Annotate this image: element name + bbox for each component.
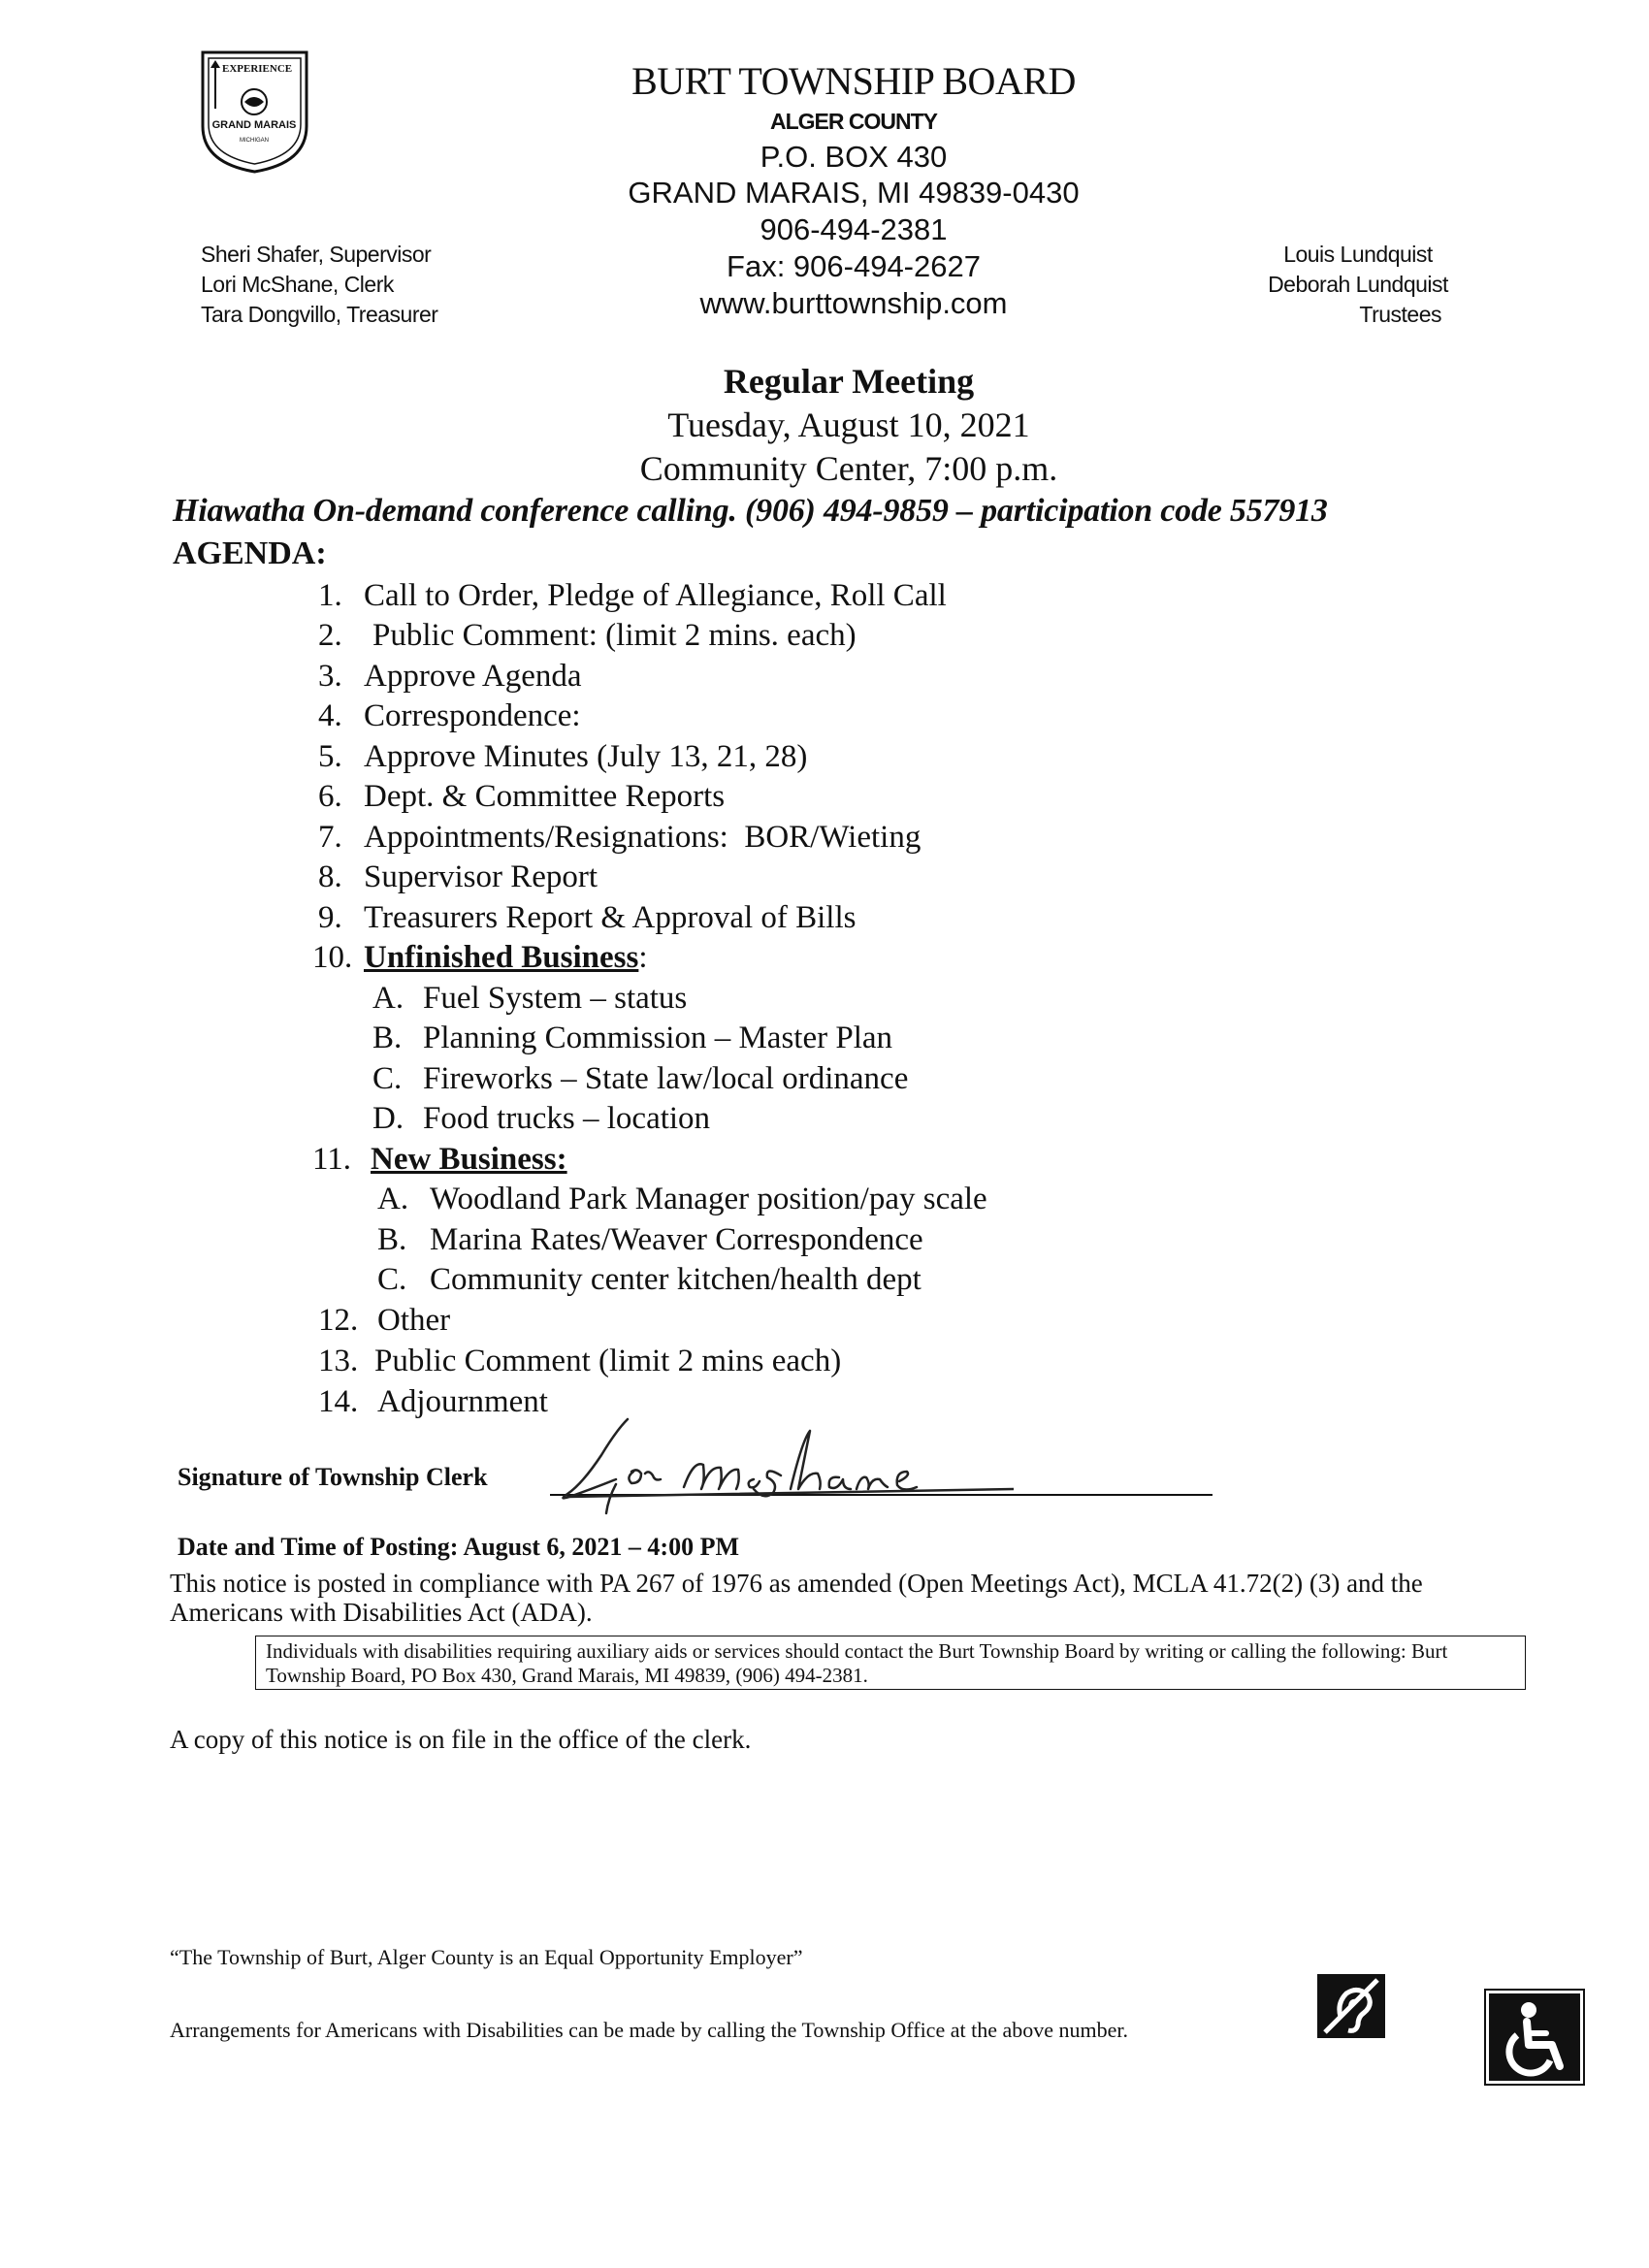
- agenda-subitem-letter: B.: [377, 1222, 407, 1257]
- copy-on-file-notice: A copy of this notice is on file in the office of the clerk.: [170, 1725, 752, 1754]
- agenda-subitem-text: Community center kitchen/health dept: [430, 1262, 922, 1297]
- trustees-label: Trustees: [1359, 302, 1441, 327]
- agenda-subitem-text: Marina Rates/Weaver Correspondence: [430, 1222, 923, 1257]
- disability-notice-box: Individuals with disabilities requiring auxiliary aids or services should contact the Burt Township Board by writing or calling the following: Burt Township Board, PO Box 430, Grand Marais, MI 49839, (906) 494-2381.: [255, 1636, 1526, 1690]
- agenda-item-number: 10.: [312, 940, 353, 975]
- compliance-statement: This notice is posted in compliance with PA 267 of 1976 as amended (Open Meetings Act), MCLA 41.72(2) (3) and the Americans with Disabilities Act (ADA).: [170, 1569, 1423, 1627]
- agenda-item-number: 14.: [318, 1384, 359, 1419]
- trustees-list: [1251, 240, 1465, 330]
- agenda-item-text: Supervisor Report: [364, 859, 598, 894]
- agenda-heading: AGENDA:: [173, 535, 327, 571]
- equal-opportunity-statement: “The Township of Burt, Alger County is an Equal Opportunity Employer”: [170, 1945, 803, 1969]
- agenda-item-number: 9.: [318, 900, 342, 935]
- po-box: P.O. BOX 430: [760, 140, 948, 174]
- officers-list: [201, 240, 437, 330]
- agenda-subitem-letter: C.: [377, 1262, 407, 1297]
- hearing-assistance-icon: [1317, 1974, 1385, 2038]
- phone-number: 906-494-2381: [760, 212, 948, 246]
- agenda-item-text: Correspondence:: [364, 698, 581, 733]
- agenda-item-text: Treasurers Report & Approval of Bills: [364, 900, 857, 935]
- trustee-2: Deborah Lundquist: [1268, 272, 1448, 297]
- agenda-item-number: 8.: [318, 859, 342, 894]
- agenda-subitem-text: Planning Commission – Master Plan: [423, 1021, 893, 1055]
- agenda-subitem-letter: C.: [372, 1061, 403, 1096]
- signature-label: Signature of Township Clerk: [178, 1463, 488, 1491]
- agenda-subitem-letter: D.: [372, 1101, 404, 1136]
- section-heading-suffix: :: [638, 940, 648, 975]
- agenda-item-number: 13.: [318, 1344, 359, 1378]
- posting-datetime: Date and Time of Posting: August 6, 2021 – 4:00 PM: [178, 1533, 739, 1561]
- agenda-item-number: 6.: [318, 779, 342, 814]
- board-title: BURT TOWNSHIP BOARD: [631, 59, 1076, 103]
- agenda-subitem-letter: A.: [377, 1182, 409, 1216]
- agenda-subitem-text: Woodland Park Manager position/pay scale: [430, 1182, 987, 1216]
- agenda-item-number: 11.: [312, 1142, 352, 1177]
- agenda-item-number: 12.: [318, 1303, 359, 1338]
- trustee-1: Louis Lundquist: [1283, 242, 1433, 267]
- wheelchair-accessibility-icon: [1484, 1989, 1585, 2086]
- agenda-item-text: Other: [377, 1303, 451, 1338]
- agenda-item-text: Public Comment: (limit 2 mins. each): [372, 618, 857, 653]
- agenda-item-number: 7.: [318, 820, 342, 855]
- grand-marais-logo: [199, 49, 310, 175]
- agenda-item-number: 5.: [318, 739, 342, 774]
- logo-text-bottom: MICHIGAN: [240, 138, 269, 144]
- ada-arrangements-statement: Arrangements for Americans with Disabilities can be made by calling the Township Office at the above number.: [170, 2018, 1128, 2042]
- meeting-title: Regular Meeting: [723, 362, 975, 401]
- agenda-item-number: 3.: [318, 659, 342, 694]
- website: www.burttownship.com: [699, 286, 1008, 320]
- agenda-item-text: Dept. & Committee Reports: [364, 779, 726, 814]
- agenda-subitem-text: Fireworks – State law/local ordinance: [423, 1061, 909, 1096]
- agenda-subitem-text: Food trucks – location: [423, 1101, 711, 1136]
- agenda-subitem-letter: A.: [372, 981, 404, 1016]
- section-heading-unfinished: Unfinished Business: [364, 940, 639, 975]
- officer-supervisor: Sheri Shafer, Supervisor: [201, 242, 432, 267]
- agenda-item-number: 2.: [318, 618, 342, 653]
- meeting-location: Community Center, 7:00 p.m.: [639, 449, 1058, 488]
- agenda-item-text: Public Comment (limit 2 mins each): [374, 1344, 842, 1378]
- officer-treasurer: Tara Dongvillo, Treasurer: [201, 302, 438, 327]
- section-heading-new: New Business:: [371, 1142, 567, 1177]
- agenda-subitem-letter: B.: [372, 1021, 403, 1055]
- agenda-item-text: Appointments/Resignations: BOR/Wieting: [364, 820, 922, 855]
- agenda-item-number: 1.: [318, 578, 342, 613]
- agenda-item-number: 4.: [318, 698, 342, 733]
- logo-text-top: EXPERIENCE: [222, 63, 293, 75]
- logo-text-mid: GRAND MARAIS: [211, 119, 297, 131]
- conference-call-info: Hiawatha On-demand conference calling. (906) 494-9859 – participation code 557913: [173, 493, 1328, 529]
- agenda-item-text: Approve Minutes (July 13, 21, 28): [364, 739, 808, 774]
- county-name: ALGER COUNTY: [770, 109, 937, 134]
- city-address: GRAND MARAIS, MI 49839-0430: [628, 176, 1080, 210]
- agenda-subitem-text: Fuel System – status: [423, 981, 688, 1016]
- clerk-signature: [548, 1411, 1014, 1518]
- meeting-date: Tuesday, August 10, 2021: [667, 405, 1030, 444]
- agenda-item-text: Approve Agenda: [364, 659, 582, 694]
- agenda-item-text: Call to Order, Pledge of Allegiance, Roll Call: [364, 578, 947, 613]
- officer-clerk: Lori McShane, Clerk: [201, 272, 394, 297]
- fax-number: Fax: 906-494-2627: [727, 249, 981, 283]
- agenda-item-text: Adjournment: [377, 1384, 548, 1419]
